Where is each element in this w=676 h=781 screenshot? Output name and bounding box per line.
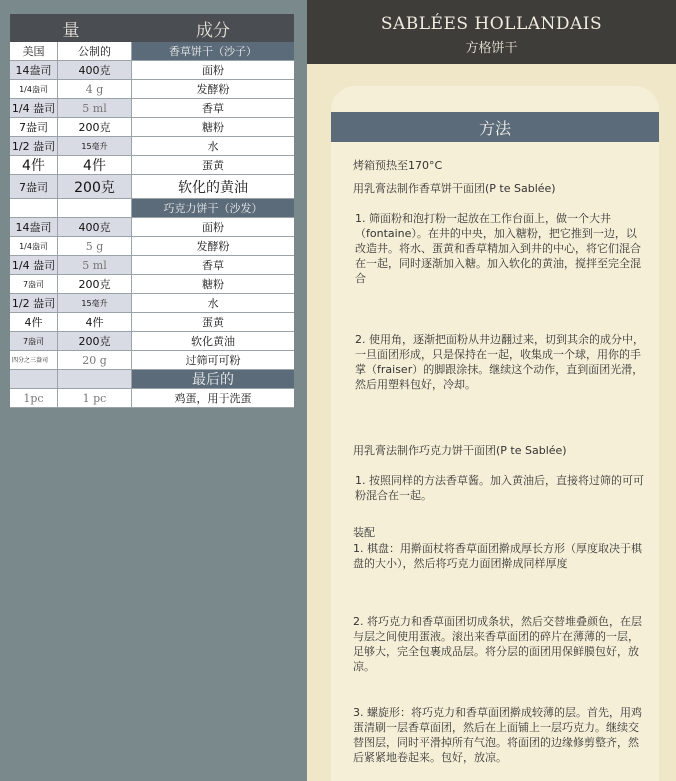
ingredients-table [10,14,294,408]
ingredient-name: 面粉 [202,221,224,234]
table-row [10,218,294,237]
method-heading: 方法 [331,112,659,142]
ingredient-name: 面粉 [202,64,224,77]
us-qty: 14盎司 [10,61,58,79]
step-vanilla-2: 2. 使用角，逐渐把面粉从井边翻过来，切到其余的成分中，一旦面团形成，只是保持在一起，收集成一个球，用你的手掌（fraiser）的脚跟涂抹。继续这个动作，直到面团光滑，然后用塑料包好，冷却。 [355,333,644,391]
us-qty: 4件 [10,313,58,331]
ingredient-name: 软化黄油 [191,335,235,348]
quantity-header: 量 [62,20,80,41]
table-row [10,370,294,389]
table-row [10,332,294,351]
ingredient-name: 香草 [202,259,224,272]
table-row [10,256,294,275]
metric-qty: 200克 [58,118,132,136]
table-row [10,351,294,370]
metric-qty: 5 ml [58,256,132,274]
assembly-heading: 装配 [353,526,375,539]
step-vanilla-1: 1. 筛面粉和泡打粉一起放在工作台面上，做一个大井（fontaine）。在井的中央，加入糖粉，把它推到一边，以改造井。将水、蛋黄和香草精加入到井的中心，将它们混合在一起，同时逐渐加入糖。加入软化的黄油，搅拌至完全混合 [355,212,641,285]
us-qty: 7盎司 [10,332,58,350]
metric-qty: 4件 [58,313,132,331]
metric-qty: 20 g [58,351,132,369]
metric-qty: 5 g [58,237,132,255]
table-row [10,389,294,408]
step-assembly-1: 1. 棋盘：用擀面杖将香草面团擀成厚长方形（厚度取决于棋盘的大小），然后将巧克力面团擀成同样厚度 [353,542,642,570]
us-qty: 14盎司 [10,218,58,236]
step-assembly-3: 3. 螺旋形：将巧克力和香草面团擀成较薄的层。首先，用鸡蛋清刷一层香草面团，然后在上面铺上一层巧克力。继续交替图层，同时平滑掉所有气泡。将面团的边缘修剪整齐，然后紧紧地卷起来。包好，放凉。 [353,706,642,764]
step-assembly-2: 2. 将巧克力和香草面团切成条状，然后交替堆叠颜色，在层与层之间使用蛋液。滚出来香草面团的碎片在薄薄的一层，足够大，完全包裹成品层。将分层的面团用保鲜膜包好，放凉。 [353,615,642,673]
step-chocolate-1: 1. 按照同样的方法香草酱。加入黄油后，直接将过筛的可可粉混合在一起。 [355,474,644,502]
us-qty: 四分之三盎司 [10,351,58,369]
table-row [10,199,294,218]
ingredient-name: 蛋黄 [202,159,224,172]
section-title-final: 最后的 [132,370,294,388]
title-banner [307,0,676,64]
ingredient-name: 软化的黄油 [178,179,248,196]
us-qty: 7盎司 [10,175,58,198]
us-qty: 4件 [10,156,58,174]
table-row [10,294,294,313]
metric-column-label: 公制的 [58,42,132,60]
ingredient-name: 发酵粉 [196,240,230,253]
metric-qty: 5 ml [58,99,132,117]
ingredient-name: 糖粉 [202,121,224,134]
us-qty: 1/4 盎司 [10,256,58,274]
blank-cell [10,199,58,217]
ingredient-name: 糖粉 [202,278,224,291]
ingredient-name: 水 [207,140,219,153]
ingredient-name: 过筛可可粉 [185,354,241,367]
metric-qty: 15毫升 [58,294,132,312]
table-row [10,175,294,199]
recipe-title: SABLÉES HOLLANDAIS [380,14,603,34]
section-vanilla-dough: 用乳膏法制作香草饼干面团(P te Sablée) [353,182,556,195]
recipe-subtitle: 方格饼干 [465,41,518,56]
ingredients-header: 成分 [196,20,230,41]
us-qty: 1/2 盎司 [10,137,58,155]
table-header [10,14,294,42]
blank-cell [10,370,58,388]
metric-qty: 200克 [58,332,132,350]
us-qty: 1/4盎司 [10,237,58,255]
us-qty: 7盎司 [10,118,58,136]
metric-qty: 200克 [58,275,132,293]
step-preheat: 烤箱预热至170°C [353,159,443,172]
section-title-chocolate: 巧克力饼干（沙发） [132,199,294,217]
us-qty: 1/4盎司 [10,80,58,98]
table-row [10,80,294,99]
metric-qty: 4件 [58,156,132,174]
table-row [10,275,294,294]
table-row [10,156,294,175]
blank-cell [58,199,132,217]
ingredient-name: 发酵粉 [196,83,230,96]
us-qty: 1pc [10,389,58,407]
ingredient-name: 鸡蛋，用于洗蛋 [174,392,252,405]
us-qty: 1/2 盎司 [10,294,58,312]
table-row [10,42,294,61]
table-row [10,313,294,332]
metric-qty: 400克 [58,61,132,79]
us-qty: 1/4 盎司 [10,99,58,117]
ingredient-name: 蛋黄 [202,316,224,329]
metric-qty: 4 g [58,80,132,98]
table-row [10,237,294,256]
us-column-label: 美国 [10,42,58,60]
metric-qty: 200克 [58,175,132,198]
blank-cell [58,370,132,388]
section-title-vanilla: 香草饼干（沙子） [132,42,294,60]
metric-qty: 400克 [58,218,132,236]
metric-qty: 1 pc [58,389,132,407]
us-qty: 7盎司 [10,275,58,293]
table-row [10,137,294,156]
ingredient-name: 香草 [202,102,224,115]
table-row [10,61,294,80]
metric-qty: 15毫升 [58,137,132,155]
section-chocolate-dough: 用乳膏法制作巧克力饼干面团(P te Sablée) [353,444,567,457]
recipe-panel [307,0,676,781]
table-row [10,118,294,137]
ingredient-name: 水 [207,297,219,310]
table-row [10,99,294,118]
